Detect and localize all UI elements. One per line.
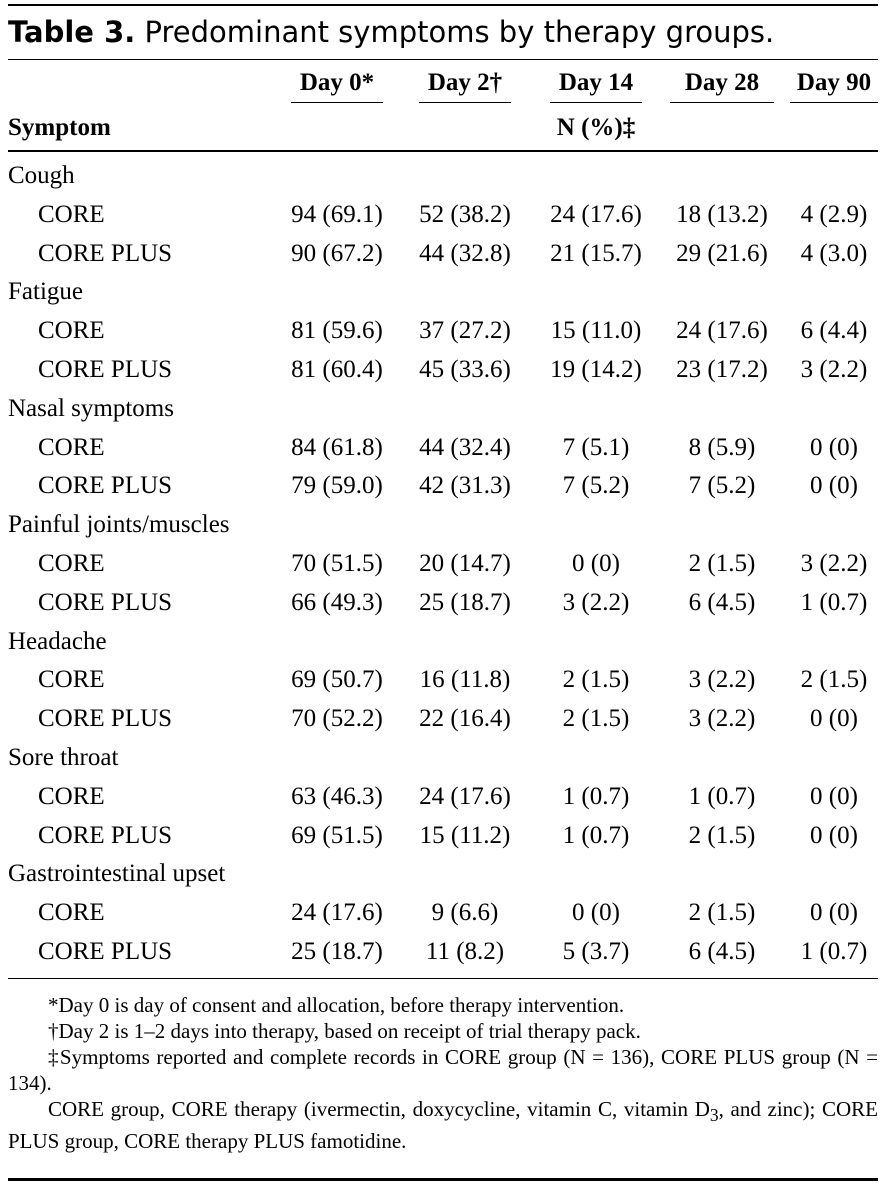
symptom-group-row	[8, 739, 878, 778]
header-rule	[8, 150, 878, 152]
therapy-group-label: CORE PLUS	[38, 938, 173, 965]
day-header-2	[419, 66, 511, 104]
value-cell: 52 (38.2)	[419, 200, 511, 228]
table-row	[8, 778, 878, 817]
value-cell: 3 (2.2)	[562, 588, 630, 616]
therapy-group-label: CORE	[38, 317, 105, 345]
therapy-group-label: CORE	[38, 782, 105, 810]
day-header-5	[790, 66, 878, 104]
table-row	[8, 312, 878, 351]
value-cell: 1 (0.7)	[688, 782, 756, 810]
value-cell: 2 (1.5)	[688, 821, 756, 849]
day-header-label: Day 90	[796, 69, 872, 96]
value-cell: 0 (0)	[810, 782, 858, 810]
value-cell: 79 (59.0)	[291, 472, 383, 500]
therapy-group-label: CORE	[38, 550, 105, 577]
table-row	[8, 933, 878, 972]
unit-header: N (%)‡	[556, 114, 636, 141]
value-cell: 24 (17.6)	[676, 317, 768, 345]
value-cell: 11 (8.2)	[425, 938, 505, 965]
value-cell: 1 (0.7)	[562, 821, 630, 849]
value-cell: 1 (0.7)	[800, 588, 868, 616]
symptom-name: Nasal symptoms	[8, 394, 174, 422]
value-cell: 2 (1.5)	[800, 666, 868, 694]
value-cell: 0 (0)	[810, 472, 858, 500]
value-cell: 16 (11.8)	[419, 666, 511, 694]
therapy-group-label: CORE	[38, 200, 105, 228]
value-cell: 29 (21.6)	[676, 239, 768, 267]
value-cell: 6 (4.4)	[800, 317, 868, 345]
value-cell: 3 (2.2)	[688, 666, 756, 694]
value-cell: 6 (4.5)	[688, 938, 756, 965]
footnote-records: ‡Symptoms reported and complete records in CORE group (N = 136), CORE PLUS group (N = 134).	[8, 1045, 878, 1095]
day-header-label: Day 0*	[299, 69, 375, 96]
value-cell: 9 (6.6)	[431, 899, 499, 927]
value-cell: 3 (2.2)	[800, 356, 868, 383]
table-row	[8, 661, 878, 700]
value-cell: 0 (0)	[572, 899, 620, 927]
value-cell: 42 (31.3)	[419, 472, 511, 500]
value-cell: 18 (13.2)	[676, 200, 768, 228]
day-header-3	[550, 66, 642, 104]
value-cell: 37 (27.2)	[419, 317, 511, 345]
symptom-group-row	[8, 855, 878, 894]
footnote-groups-subscript: 3	[709, 1105, 719, 1126]
day-header-label: Day 28	[684, 69, 760, 96]
therapy-group-label: CORE	[38, 433, 105, 461]
value-cell: 24 (17.6)	[291, 899, 383, 927]
value-cell: 24 (17.6)	[419, 782, 511, 810]
value-cell: 70 (52.2)	[291, 705, 383, 733]
value-cell: 81 (60.4)	[291, 356, 383, 383]
value-cell: 0 (0)	[810, 821, 858, 849]
value-cell: 15 (11.2)	[419, 821, 511, 849]
table-row	[8, 700, 878, 739]
symptom-name: Painful joints/muscles	[8, 511, 230, 539]
value-cell: 2 (1.5)	[562, 666, 630, 694]
value-cell: 66 (49.3)	[291, 588, 383, 616]
value-cell: 1 (0.7)	[562, 782, 630, 810]
value-cell: 7 (5.1)	[562, 433, 630, 461]
footnote-groups-text: CORE group, CORE therapy (ivermectin, doxycycline, vitamin C, vitamin D	[48, 1097, 710, 1121]
day-header-1	[291, 66, 383, 104]
therapy-group-label: CORE PLUS	[38, 239, 173, 267]
table-document	[8, 0, 878, 1186]
value-cell: 69 (50.7)	[291, 666, 383, 694]
table-row	[8, 894, 878, 933]
value-cell: 8 (5.9)	[688, 433, 756, 461]
day-header-label: Day 14	[558, 69, 634, 96]
symptom-group-row	[8, 273, 878, 312]
value-cell: 0 (0)	[810, 705, 858, 733]
bottom-rule	[8, 1178, 878, 1181]
table-number: Table 3.	[8, 15, 136, 49]
day-header-label: Day 2†	[427, 69, 503, 96]
day-header-underline	[790, 102, 878, 103]
therapy-group-label: CORE	[38, 666, 105, 694]
symptom-name: Sore throat	[8, 744, 119, 771]
table-row	[8, 429, 878, 468]
value-cell: 20 (14.7)	[419, 550, 511, 577]
footnote-groups-text-end: , and zinc); CORE PLUS group, CORE therapy PLUS famotidine.	[8, 1097, 878, 1154]
value-cell: 2 (1.5)	[562, 705, 630, 733]
value-cell: 4 (3.0)	[800, 239, 868, 267]
footnote-day0: *Day 0 is day of consent and allocation, before therapy intervention.	[48, 993, 625, 1017]
day-header-underline	[419, 102, 511, 103]
symptom-header: Symptom	[8, 114, 111, 141]
value-cell: 25 (18.7)	[419, 588, 511, 616]
value-cell: 4 (2.9)	[800, 200, 868, 228]
therapy-group-label: CORE PLUS	[38, 821, 173, 849]
value-cell: 22 (16.4)	[419, 705, 511, 733]
table-row	[8, 584, 878, 623]
day-header-4	[670, 66, 774, 104]
value-cell: 0 (0)	[572, 550, 620, 577]
value-cell: 1 (0.7)	[800, 938, 868, 965]
table-title	[8, 12, 774, 52]
value-cell: 3 (2.2)	[688, 705, 756, 733]
therapy-group-label: CORE PLUS	[38, 588, 173, 616]
table-row	[8, 817, 878, 856]
value-cell: 2 (1.5)	[688, 899, 756, 927]
therapy-group-label: CORE PLUS	[38, 356, 173, 383]
value-cell: 81 (59.6)	[291, 317, 383, 345]
therapy-group-label: CORE	[38, 899, 105, 927]
value-cell: 19 (14.2)	[550, 356, 642, 383]
value-cell: 6 (4.5)	[688, 588, 756, 616]
title-rule	[8, 59, 878, 60]
value-cell: 44 (32.4)	[419, 433, 511, 461]
value-cell: 90 (67.2)	[291, 239, 383, 267]
table-row	[8, 545, 878, 584]
footnotes	[8, 992, 878, 1154]
footnote-groups	[8, 1096, 878, 1154]
value-cell: 69 (51.5)	[291, 821, 383, 849]
body-rule	[8, 978, 878, 979]
day-header-underline	[550, 102, 642, 103]
value-cell: 94 (69.1)	[291, 200, 383, 228]
table-row	[8, 235, 878, 274]
value-cell: 45 (33.6)	[419, 356, 511, 383]
value-cell: 7 (5.2)	[562, 472, 630, 500]
therapy-group-label: CORE PLUS	[38, 705, 173, 733]
symptom-name: Fatigue	[8, 278, 83, 306]
value-cell: 2 (1.5)	[688, 550, 756, 577]
value-cell: 44 (32.8)	[419, 239, 511, 267]
table-row	[8, 467, 878, 506]
value-cell: 5 (3.7)	[562, 938, 630, 965]
symptom-group-row	[8, 157, 878, 196]
value-cell: 7 (5.2)	[688, 472, 756, 500]
table-row	[8, 196, 878, 235]
symptom-group-row	[8, 506, 878, 545]
symptom-name: Headache	[8, 627, 107, 655]
symptom-name: Gastrointestinal upset	[8, 860, 226, 888]
value-cell: 84 (61.8)	[291, 433, 383, 461]
symptom-group-row	[8, 390, 878, 429]
value-cell: 0 (0)	[810, 433, 858, 461]
value-cell: 25 (18.7)	[291, 938, 383, 965]
day-header-underline	[670, 102, 774, 103]
footnote-day2: †Day 2 is 1–2 days into therapy, based on receipt of trial therapy pack.	[48, 1019, 641, 1043]
top-rule	[8, 4, 878, 6]
value-cell: 24 (17.6)	[550, 200, 642, 228]
symptom-name: Cough	[8, 162, 75, 189]
therapy-group-label: CORE PLUS	[38, 472, 173, 500]
value-cell: 63 (46.3)	[291, 782, 383, 810]
day-header-underline	[291, 102, 383, 103]
table-caption: Predominant symptoms by therapy groups.	[144, 15, 775, 49]
table-row	[8, 351, 878, 390]
symptom-group-row	[8, 623, 878, 662]
value-cell: 21 (15.7)	[550, 239, 642, 267]
value-cell: 70 (51.5)	[291, 550, 383, 577]
value-cell: 3 (2.2)	[800, 550, 868, 577]
value-cell: 23 (17.2)	[676, 356, 768, 383]
value-cell: 15 (11.0)	[550, 317, 642, 345]
value-cell: 0 (0)	[810, 899, 858, 927]
